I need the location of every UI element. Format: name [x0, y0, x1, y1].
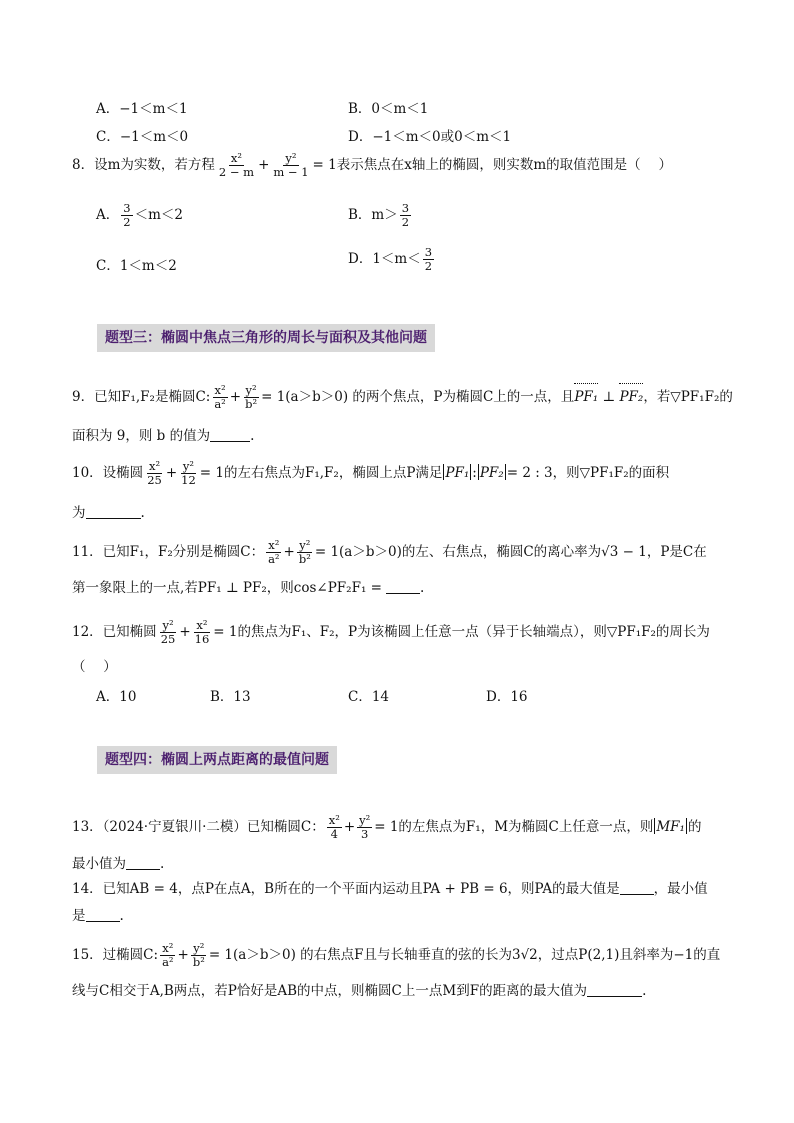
question-9-line2: 面积为 9，则 b 的值为 .: [72, 428, 255, 444]
q8-option-d: D．1＜m＜ $\frac{3}{2}$: [348, 245, 433, 273]
question-13-stem: 13．（2024·宁夏银川·二模）已知椭圆C： $\frac{\text{x²}}{4}$ + $\frac{\text{y²}}{3}$ = 1的左焦点为F₁，M为椭圆C上任意一点，则 MF₁ 的: [72, 813, 702, 841]
answer-blank: [86, 504, 141, 519]
q8-option-a: A． $\frac{3}{2}$ ＜m＜2: [96, 201, 183, 229]
question-15-line2: 线与C相交于A,B两点，若P恰好是AB的中点，则椭圆C上一点M到F的距离的最大值为 .: [72, 983, 647, 999]
answer-blank: [86, 907, 120, 922]
question-10-line2: 为 .: [72, 505, 145, 521]
question-11-stem: 11．已知F₁，F₂分别是椭圆C： $\frac{\text{x²}}{\text{a²}}$ + $\frac{\text{y²}}{\text{b²}}$ = 1(a＞b＞0)的左、右焦点，椭圆C的离心率为√3 − 1，P是C在: [72, 538, 707, 566]
q7-option-c: C．−1＜m＜0: [96, 129, 189, 145]
fraction: $\frac{\text{y²}}{m - 1}$: [273, 151, 309, 179]
q12-option-b: B．13: [210, 689, 251, 705]
q8-option-c: C．1＜m＜2: [96, 258, 177, 274]
section-title-4: 题型四：椭圆上两点距离的最值问题: [97, 746, 337, 774]
q7-option-d: D．−1＜m＜0或0＜m＜1: [348, 129, 512, 145]
question-12-stem: 12．已知椭圆 $\frac{\text{y²}}{25}$ + $\frac{\text{x²}}{16}$ = 1的焦点为F₁、F₂，P为该椭圆上任意一点（异于长轴端点），则▽PF₁F₂的周长为: [72, 618, 710, 646]
question-8-stem: 8．设m为实数，若方程 $\frac{\text{x²}}{2 - m}$ + $\frac{\text{y²}}{m - 1}$ = 1表示焦点在x轴上的椭圆，则实数m的取值范围是（ ）: [72, 151, 672, 179]
q7-option-a: A．−1＜m＜1: [96, 101, 188, 117]
fraction: $\frac{\text{x²}}{2 - m}$: [218, 151, 255, 179]
question-14-stem: 14．已知AB = 4，点P在点A，B所在的一个平面内运动且PA + PB = 6，则PA的最大值是 ，最小值: [72, 881, 708, 897]
q12-option-a: A．10: [96, 689, 137, 705]
question-11-line2: 第一象限上的一点,若PF₁ ⊥ PF₂，则cos∠PF₂F₁ = .: [72, 580, 425, 596]
q12-option-c: C．14: [348, 689, 390, 705]
question-13-line2: 最小值为 .: [72, 856, 165, 872]
answer-blank: [126, 855, 160, 870]
answer-blank: [386, 579, 420, 594]
answer-blank: [620, 880, 654, 895]
q12-option-d: D．16: [486, 689, 528, 705]
question-12-paren: （ ）: [72, 659, 117, 675]
section-title-3: 题型三：椭圆中焦点三角形的周长与面积及其他问题: [97, 324, 435, 352]
answer-blank: [210, 427, 250, 442]
question-14-line2: 是 .: [72, 908, 124, 924]
q7-option-b: B．0＜m＜1: [348, 101, 429, 117]
question-15-stem: 15．过椭圆C: $\frac{\text{x²}}{\text{a²}}$ + $\frac{\text{y²}}{\text{b²}}$ = 1(a＞b＞0) 的右焦点F且与长轴垂直的弦的长为3√2，过点P(2,1)且斜率为−1的直: [72, 941, 721, 969]
question-9-stem: 9．已知F₁,F₂是椭圆C: $\frac{\text{x²}}{\text{a²}}$ + $\frac{\text{y²}}{\text{b²}}$ = 1(a＞b＞0) 的两个焦点，P为椭圆C上的一点，且PF₁ ⊥ PF₂，若▽PF₁F₂的: [72, 383, 733, 411]
q8-option-b: B．m＞ $\frac{3}{2}$: [348, 201, 410, 229]
answer-blank: [587, 982, 642, 997]
question-10-stem: 10．设椭圆 $\frac{\text{x²}}{25}$ + $\frac{\text{y²}}{12}$ = 1的左右焦点为F₁,F₂，椭圆上点P满足 PF₁ : PF₂ = 2 : 3，则▽PF₁F₂的面积: [72, 459, 670, 487]
